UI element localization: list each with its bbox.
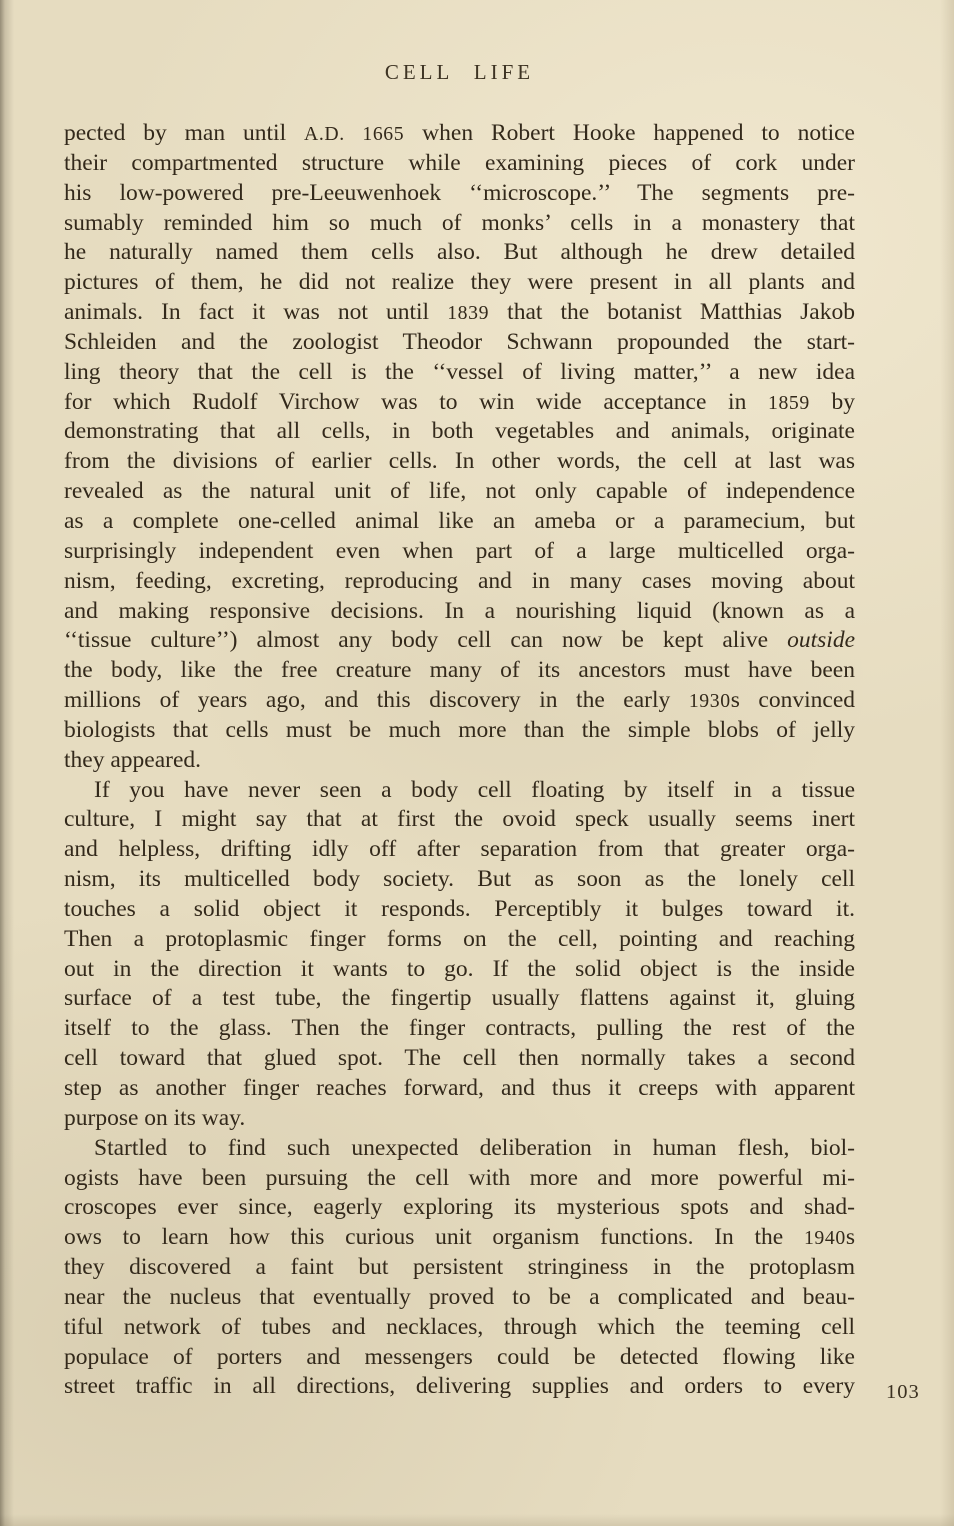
- text-line: revealed as the natural unit of life, not only capable of independence: [64, 478, 855, 505]
- text-line: ‘‘tissue culture’’) almost any body cell can now be kept alive outside: [64, 627, 855, 654]
- running-head: CELL LIFE: [384, 60, 535, 84]
- text-line: demonstrating that all cells, in both vegetables and animals, originate: [64, 418, 855, 445]
- text-line: they discovered a faint but persistent stringiness in the protoplasm: [64, 1254, 855, 1281]
- text-line: they appeared.: [64, 746, 202, 773]
- text-line: their compartmented structure while examining pieces of cork under: [64, 149, 855, 176]
- text-line: touches a solid object it responds. Perceptibly it bulges toward it.: [64, 895, 855, 922]
- text-line: as a complete one-celled animal like an ameba or a paramecium, but: [64, 507, 855, 534]
- text-line: Then a protoplasmic finger forms on the cell, pointing and reaching: [64, 925, 855, 952]
- text-line: and making responsive decisions. In a nourishing liquid (known as a: [64, 597, 855, 624]
- text-line: animals. In fact it was not until 1839 that the botanist Matthias Jakob: [64, 299, 855, 326]
- text-line: for which Rudolf Virchow was to win wide acceptance in 1859 by: [64, 388, 855, 415]
- text-line: nism, feeding, excreting, reproducing and in many cases moving about: [64, 567, 855, 594]
- text-line: he naturally named them cells also. But although he drew detailed: [64, 239, 855, 266]
- text-line: out in the direction it wants to go. If the solid object is the inside: [64, 955, 855, 982]
- text-line: ogists have been pursuing the cell with more and more powerful mi-: [64, 1164, 855, 1191]
- text-line: millions of years ago, and this discovery in the early 1930s convinced: [64, 687, 855, 714]
- text-line: cell toward that glued spot. The cell then normally takes a second: [64, 1045, 855, 1072]
- text-line: itself to the glass. Then the finger contracts, pulling the rest of the: [64, 1015, 855, 1042]
- text-line: tiful network of tubes and necklaces, through which the teeming cell: [64, 1313, 855, 1340]
- text-line: the body, like the free creature many of its ancestors must have been: [64, 657, 855, 684]
- text-line: culture, I might say that at first the ovoid speck usually seems inert: [64, 806, 855, 833]
- text-line: sumably reminded him so much of monks’ cells in a monastery that: [64, 209, 855, 236]
- text-line: ling theory that the cell is the ‘‘vessel of living matter,’’ a new idea: [64, 358, 855, 385]
- page-number: 103: [886, 1381, 920, 1403]
- text-line: near the nucleus that eventually proved to be a complicated and beau-: [64, 1283, 855, 1310]
- text-line: croscopes ever since, eagerly exploring its mysterious spots and shad-: [64, 1194, 855, 1221]
- text-line: purpose on its way.: [64, 1104, 246, 1131]
- text-line: pictures of them, he did not realize they were present in all plants and: [64, 269, 855, 296]
- text-line: If you have never seen a body cell floating by itself in a tissue: [94, 776, 855, 803]
- text-line: pected by man until A.D. 1665 when Robert Hooke happened to notice: [64, 120, 855, 146]
- text-line: from the divisions of earlier cells. In other words, the cell at last was: [64, 448, 855, 475]
- text-line: surface of a test tube, the fingertip usually flattens against it, gluing: [64, 985, 855, 1012]
- text-line: surprisingly independent even when part of a large multicelled orga-: [64, 537, 855, 564]
- text-line: and helpless, drifting idly off after separation from that greater orga-: [64, 836, 855, 863]
- body-text: [64, 119, 855, 1402]
- text-line: step as another finger reaches forward, and thus it creeps with apparent: [64, 1075, 855, 1101]
- text-line: his low-powered pre-Leeuwenhoek ‘‘microscope.’’ The segments pre-: [64, 179, 855, 206]
- text-line: biologists that cells must be much more than the simple blobs of jelly: [64, 716, 855, 743]
- text-line: nism, its multicelled body society. But as soon as the lonely cell: [64, 866, 855, 893]
- text-line: Schleiden and the zoologist Theodor Schwann propounded the start-: [64, 328, 855, 355]
- text-line: ows to learn how this curious unit organism functions. In the 1940s: [64, 1224, 855, 1251]
- text-line: Startled to find such unexpected deliberation in human flesh, biol-: [94, 1134, 855, 1161]
- text-line: street traffic in all directions, delivering supplies and orders to every: [64, 1373, 855, 1400]
- text-line: populace of porters and messengers could be detected flowing like: [64, 1343, 855, 1370]
